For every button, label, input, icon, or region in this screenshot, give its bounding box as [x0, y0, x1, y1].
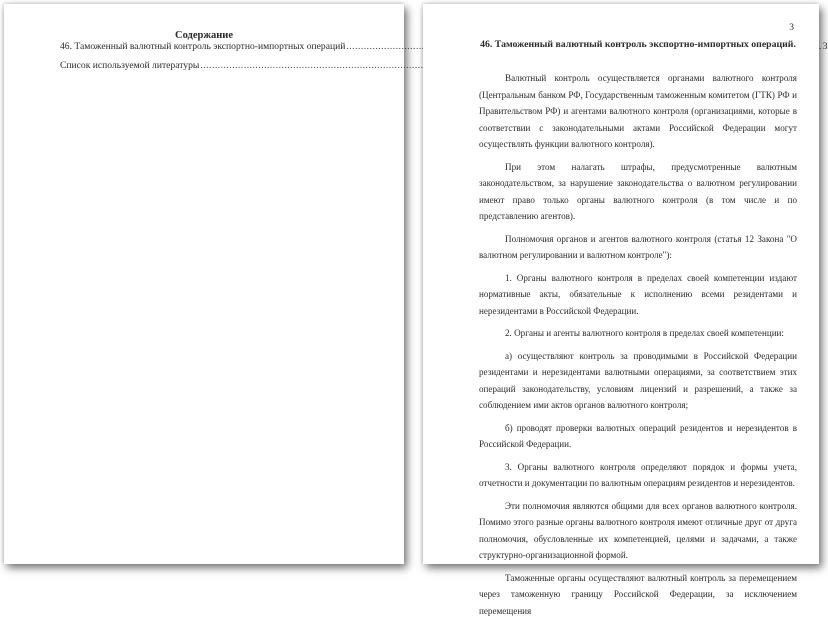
- toc-entry[interactable]: [60, 41, 828, 53]
- article-page: [423, 4, 819, 616]
- paragraph: Эти полномочия являются общими для всех органов валютного контроля. Помимо этого разные органы валютного контроля имеют отличные друг от друга полномочия, обусловленные их компетенцией, целями и задачами, а также структурно-организационной формой.: [479, 500, 797, 560]
- toc-entry-page: 3: [822, 41, 828, 52]
- toc-entry-title: Список используемой литературы: [60, 60, 200, 71]
- paragraph: 2. Органы и агенты валютного контроля в пределах своей компетенции:: [505, 328, 784, 338]
- paragraph: 3. Органы валютного контроля определяют порядок и формы учета, отчетности и документации по валютным операциям резидентов и нерезидентов.: [479, 461, 797, 488]
- paragraph: а) осуществляют контроль за проводимыми в Российской Федерации резидентами и нерезидентами валютными операциями, за соответствием этих операций законодательству, условиям лицензий и разрешений, а также за соблюдением ими актов органов валютного контроля;: [479, 350, 797, 410]
- toc-entry-title: 46. Таможенный валютный контроль экспортно-импортных операций: [60, 41, 346, 52]
- paragraph: б) проводят проверки валютных операций резидентов и нерезидентов в Российской Федерации.: [479, 422, 797, 449]
- article-body: [479, 70, 797, 625]
- paragraph: При этом налагать штрафы, предусмотренные валютным законодательством, за нарушение законодательства о валютном регулировании имеют право только органы валютного контроля (в том числе и по представлению агентов).: [479, 161, 797, 221]
- article-title: 46. Таможенный валютный контроль экспортно-импортных операций.: [480, 39, 796, 50]
- paragraph: Таможенные органы осуществляют валютный контроль за перемещением через таможенную границу Российской Федерации, за исключением перемещения: [479, 572, 797, 616]
- toc-list: [60, 41, 828, 79]
- toc-heading: Содержание: [175, 30, 233, 41]
- paragraph: 1. Органы валютного контроля в пределах своей компетенции издают нормативные акты, обязательные к исполнению всеми резидентами и нерезидентами в Российской Федерации.: [479, 272, 797, 316]
- paragraph: Полномочия органов и агентов валютного контроля (статья 12 Закона "О валютном регулировании и валютном контроле"):: [479, 233, 797, 260]
- toc-entry[interactable]: [60, 60, 390, 72]
- paragraph: Валютный контроль осуществляется органами валютного контроля (Центральным банком РФ, Государственным таможенным комитетом (ГТК) РФ и Правительством РФ) и агентами валютного контроля (организациями, которые в соответствии с законодательными актами Российской Федерации могут осуществлять функции валютного контроля).: [479, 73, 797, 149]
- page-number: 3: [789, 23, 794, 33]
